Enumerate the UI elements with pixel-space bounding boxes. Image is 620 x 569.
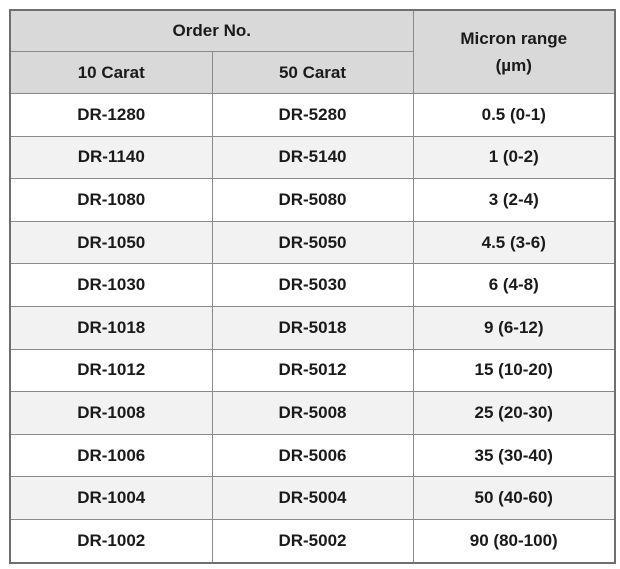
cell-10-carat: DR-1002 (10, 519, 212, 562)
micron-range-header-line1: Micron range (460, 29, 568, 48)
cell-50-carat: DR-5008 (212, 392, 413, 435)
cell-50-carat: DR-5006 (212, 434, 413, 477)
cell-micron-range: 3 (2-4) (413, 179, 615, 222)
cell-10-carat: DR-1280 (10, 94, 212, 137)
cell-micron-range: 25 (20-30) (413, 392, 615, 435)
table-row (10, 136, 615, 179)
cell-micron-range: 35 (30-40) (413, 434, 615, 477)
table-body (10, 94, 615, 563)
order-table (9, 9, 616, 564)
cell-10-carat: DR-1008 (10, 392, 212, 435)
table-row (10, 306, 615, 349)
micron-range-header (413, 10, 615, 94)
table-header (10, 10, 615, 94)
cell-10-carat: DR-1030 (10, 264, 212, 307)
table-row (10, 179, 615, 222)
table-row (10, 477, 615, 520)
cell-micron-range: 4.5 (3-6) (413, 221, 615, 264)
cell-50-carat: DR-5050 (212, 221, 413, 264)
cell-10-carat: DR-1080 (10, 179, 212, 222)
table-row (10, 94, 615, 137)
cell-10-carat: DR-1018 (10, 306, 212, 349)
table-row (10, 349, 615, 392)
col-50-carat-header: 50 Carat (212, 52, 413, 94)
cell-micron-range: 15 (10-20) (413, 349, 615, 392)
cell-micron-range: 90 (80-100) (413, 519, 615, 562)
cell-micron-range: 6 (4-8) (413, 264, 615, 307)
table-row (10, 264, 615, 307)
table-row (10, 392, 615, 435)
micron-range-header-line2: (µm) (495, 56, 532, 75)
cell-50-carat: DR-5280 (212, 94, 413, 137)
cell-50-carat: DR-5030 (212, 264, 413, 307)
cell-micron-range: 1 (0-2) (413, 136, 615, 179)
order-table-container (9, 9, 614, 562)
table-row (10, 434, 615, 477)
cell-10-carat: DR-1004 (10, 477, 212, 520)
cell-10-carat: DR-1012 (10, 349, 212, 392)
cell-50-carat: DR-5080 (212, 179, 413, 222)
col-10-carat-header: 10 Carat (10, 52, 212, 94)
cell-50-carat: DR-5004 (212, 477, 413, 520)
cell-50-carat: DR-5012 (212, 349, 413, 392)
cell-micron-range: 0.5 (0-1) (413, 94, 615, 137)
cell-50-carat: DR-5002 (212, 519, 413, 562)
table-row (10, 221, 615, 264)
cell-10-carat: DR-1140 (10, 136, 212, 179)
order-no-header: Order No. (10, 10, 413, 52)
cell-micron-range: 50 (40-60) (413, 477, 615, 520)
cell-50-carat: DR-5018 (212, 306, 413, 349)
table-row (10, 519, 615, 562)
cell-50-carat: DR-5140 (212, 136, 413, 179)
cell-10-carat: DR-1006 (10, 434, 212, 477)
header-row-top (10, 10, 615, 52)
cell-10-carat: DR-1050 (10, 221, 212, 264)
cell-micron-range: 9 (6-12) (413, 306, 615, 349)
